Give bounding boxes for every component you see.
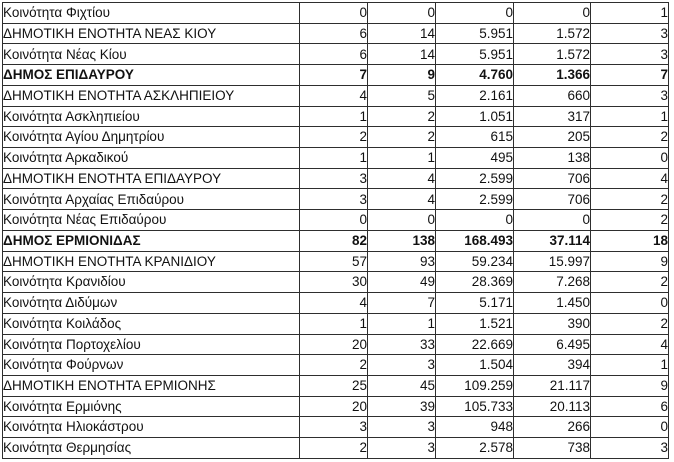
table-row xyxy=(3,417,669,438)
area-name-cell: Κοινότητα Φούρνων xyxy=(3,355,300,376)
value-cell: 1.521 xyxy=(436,313,514,334)
value-cell: 3 xyxy=(368,417,436,438)
value-cell: 738 xyxy=(514,438,591,459)
table-row xyxy=(3,127,669,148)
area-name-cell: ΔΗΜΟΤΙΚΗ ΕΝΟΤΗΤΑ ΕΡΜΙΟΝΗΣ xyxy=(3,375,300,396)
value-cell: 2 xyxy=(591,189,669,210)
value-cell: 93 xyxy=(368,251,436,272)
area-name-cell: Κοινότητα Νέας Κίου xyxy=(3,44,300,65)
value-cell: 1.051 xyxy=(436,106,514,127)
table-row xyxy=(3,44,669,65)
table-row xyxy=(3,106,669,127)
value-cell: 57 xyxy=(300,251,368,272)
value-cell: 205 xyxy=(514,127,591,148)
area-name-cell: ΔΗΜΟΣ ΕΡΜΙΟΝΙΔΑΣ xyxy=(3,230,300,251)
area-name-cell: Κοινότητα Αρχαίας Επιδαύρου xyxy=(3,189,300,210)
value-cell: 9 xyxy=(591,251,669,272)
area-name-cell: Κοινότητα Νέας Επιδαύρου xyxy=(3,210,300,231)
area-name-cell: ΔΗΜΟΤΙΚΗ ΕΝΟΤΗΤΑ ΚΡΑΝΙΔΙΟΥ xyxy=(3,251,300,272)
value-cell: 21.117 xyxy=(514,375,591,396)
table-row xyxy=(3,355,669,376)
value-cell: 0 xyxy=(591,417,669,438)
table-row xyxy=(3,148,669,169)
area-name-cell: ΔΗΜΟΤΙΚΗ ΕΝΟΤΗΤΑ ΑΣΚΛΗΠΙΕΙΟΥ xyxy=(3,85,300,106)
value-cell: 0 xyxy=(300,210,368,231)
value-cell: 948 xyxy=(436,417,514,438)
value-cell: 20 xyxy=(300,334,368,355)
value-cell: 495 xyxy=(436,148,514,169)
table-row xyxy=(3,3,669,24)
table-row xyxy=(3,438,669,459)
value-cell: 59.234 xyxy=(436,251,514,272)
value-cell: 1.366 xyxy=(514,65,591,86)
table-row xyxy=(3,85,669,106)
value-cell: 2 xyxy=(591,210,669,231)
value-cell: 37.114 xyxy=(514,230,591,251)
value-cell: 2 xyxy=(368,127,436,148)
value-cell: 30 xyxy=(300,272,368,293)
value-cell: 394 xyxy=(514,355,591,376)
value-cell: 49 xyxy=(368,272,436,293)
value-cell: 168.493 xyxy=(436,230,514,251)
value-cell: 2.599 xyxy=(436,189,514,210)
value-cell: 14 xyxy=(368,23,436,44)
area-name-cell: ΔΗΜΟΣ ΕΠΙΔΑΥΡΟΥ xyxy=(3,65,300,86)
table-row xyxy=(3,313,669,334)
value-cell: 4 xyxy=(300,293,368,314)
value-cell: 1.572 xyxy=(514,23,591,44)
value-cell: 4 xyxy=(591,334,669,355)
value-cell: 2.161 xyxy=(436,85,514,106)
value-cell: 1 xyxy=(300,106,368,127)
value-cell: 2.578 xyxy=(436,438,514,459)
table-row xyxy=(3,230,669,251)
value-cell: 0 xyxy=(436,210,514,231)
value-cell: 15.997 xyxy=(514,251,591,272)
value-cell: 5.171 xyxy=(436,293,514,314)
value-cell: 20.113 xyxy=(514,396,591,417)
table-row xyxy=(3,189,669,210)
value-cell: 2 xyxy=(300,438,368,459)
value-cell: 39 xyxy=(368,396,436,417)
value-cell: 138 xyxy=(514,148,591,169)
value-cell: 25 xyxy=(300,375,368,396)
value-cell: 1 xyxy=(591,3,669,24)
value-cell: 3 xyxy=(300,417,368,438)
value-cell: 6 xyxy=(300,23,368,44)
area-name-cell: ΔΗΜΟΤΙΚΗ ΕΝΟΤΗΤΑ ΕΠΙΔΑΥΡΟΥ xyxy=(3,168,300,189)
value-cell: 6 xyxy=(300,44,368,65)
value-cell: 2 xyxy=(368,106,436,127)
value-cell: 0 xyxy=(368,210,436,231)
value-cell: 105.733 xyxy=(436,396,514,417)
value-cell: 0 xyxy=(300,3,368,24)
value-cell: 3 xyxy=(300,168,368,189)
table-row xyxy=(3,210,669,231)
value-cell: 28.369 xyxy=(436,272,514,293)
value-cell: 6 xyxy=(591,396,669,417)
value-cell: 615 xyxy=(436,127,514,148)
table-row xyxy=(3,293,669,314)
value-cell: 5 xyxy=(368,85,436,106)
table-body xyxy=(3,3,669,459)
value-cell: 0 xyxy=(436,3,514,24)
value-cell: 4 xyxy=(591,168,669,189)
value-cell: 3 xyxy=(591,438,669,459)
area-name-cell: Κοινότητα Κρανιδίου xyxy=(3,272,300,293)
value-cell: 2 xyxy=(300,355,368,376)
table-row xyxy=(3,65,669,86)
area-name-cell: Κοινότητα Ασκληπιείου xyxy=(3,106,300,127)
value-cell: 7.268 xyxy=(514,272,591,293)
table-row xyxy=(3,272,669,293)
area-name-cell: Κοινότητα Ερμιόνης xyxy=(3,396,300,417)
value-cell: 1.572 xyxy=(514,44,591,65)
value-cell: 1 xyxy=(300,313,368,334)
table-row xyxy=(3,251,669,272)
value-cell: 2 xyxy=(591,127,669,148)
value-cell: 3 xyxy=(300,189,368,210)
value-cell: 1 xyxy=(591,106,669,127)
value-cell: 4 xyxy=(300,85,368,106)
value-cell: 0 xyxy=(514,3,591,24)
value-cell: 706 xyxy=(514,168,591,189)
value-cell: 4 xyxy=(368,168,436,189)
value-cell: 1.504 xyxy=(436,355,514,376)
area-name-cell: Κοινότητα Διδύμων xyxy=(3,293,300,314)
value-cell: 317 xyxy=(514,106,591,127)
value-cell: 22.669 xyxy=(436,334,514,355)
value-cell: 0 xyxy=(591,293,669,314)
value-cell: 2 xyxy=(591,272,669,293)
value-cell: 4.760 xyxy=(436,65,514,86)
value-cell: 3 xyxy=(591,23,669,44)
value-cell: 2 xyxy=(300,127,368,148)
value-cell: 3 xyxy=(368,438,436,459)
value-cell: 2 xyxy=(591,313,669,334)
table-row xyxy=(3,168,669,189)
value-cell: 1 xyxy=(591,355,669,376)
value-cell: 109.259 xyxy=(436,375,514,396)
table-row xyxy=(3,396,669,417)
area-name-cell: Κοινότητα Ηλιοκάστρου xyxy=(3,417,300,438)
area-name-cell: Κοινότητα Αρκαδικού xyxy=(3,148,300,169)
value-cell: 0 xyxy=(514,210,591,231)
area-name-cell: Κοινότητα Φιχτίου xyxy=(3,3,300,24)
value-cell: 1 xyxy=(368,313,436,334)
table-row xyxy=(3,334,669,355)
value-cell: 7 xyxy=(591,65,669,86)
value-cell: 45 xyxy=(368,375,436,396)
value-cell: 3 xyxy=(368,355,436,376)
value-cell: 660 xyxy=(514,85,591,106)
value-cell: 706 xyxy=(514,189,591,210)
value-cell: 390 xyxy=(514,313,591,334)
value-cell: 266 xyxy=(514,417,591,438)
value-cell: 7 xyxy=(368,293,436,314)
value-cell: 138 xyxy=(368,230,436,251)
area-name-cell: Κοινότητα Πορτοχελίου xyxy=(3,334,300,355)
value-cell: 1 xyxy=(368,148,436,169)
value-cell: 18 xyxy=(591,230,669,251)
value-cell: 4 xyxy=(368,189,436,210)
area-name-cell: ΔΗΜΟΤΙΚΗ ΕΝΟΤΗΤΑ ΝΕΑΣ ΚΙΟΥ xyxy=(3,23,300,44)
value-cell: 20 xyxy=(300,396,368,417)
value-cell: 1 xyxy=(300,148,368,169)
value-cell: 0 xyxy=(591,148,669,169)
municipality-results-table xyxy=(2,2,669,459)
value-cell: 5.951 xyxy=(436,23,514,44)
value-cell: 1.450 xyxy=(514,293,591,314)
value-cell: 0 xyxy=(368,3,436,24)
value-cell: 14 xyxy=(368,44,436,65)
value-cell: 9 xyxy=(591,375,669,396)
value-cell: 2.599 xyxy=(436,168,514,189)
area-name-cell: Κοινότητα Αγίου Δημητρίου xyxy=(3,127,300,148)
value-cell: 5.951 xyxy=(436,44,514,65)
value-cell: 7 xyxy=(300,65,368,86)
value-cell: 82 xyxy=(300,230,368,251)
value-cell: 3 xyxy=(591,85,669,106)
value-cell: 33 xyxy=(368,334,436,355)
area-name-cell: Κοινότητα Κοιλάδος xyxy=(3,313,300,334)
value-cell: 3 xyxy=(591,44,669,65)
table-row xyxy=(3,23,669,44)
area-name-cell: Κοινότητα Θερμησίας xyxy=(3,438,300,459)
value-cell: 6.495 xyxy=(514,334,591,355)
value-cell: 9 xyxy=(368,65,436,86)
table-row xyxy=(3,375,669,396)
